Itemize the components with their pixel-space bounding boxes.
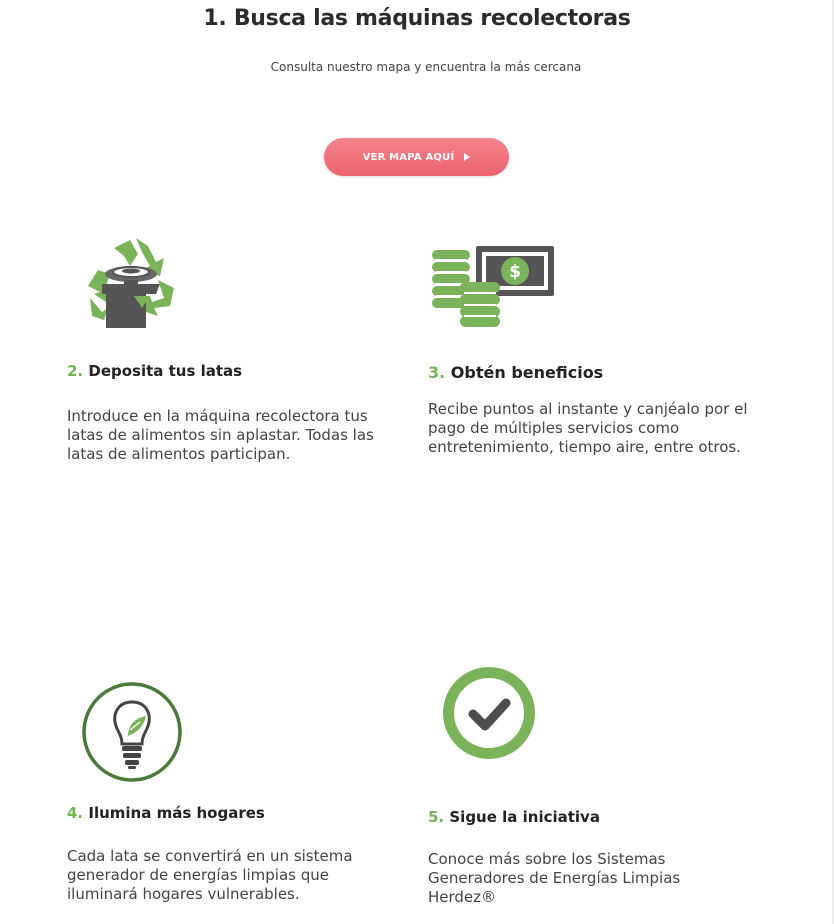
- herdez-energy-systems-link[interactable]: Conoce más sobre los Sistemas Generadores de Energías Limpias Herdez®: [428, 850, 681, 906]
- step-title: Sigue la iniciativa: [449, 808, 600, 826]
- play-arrow-icon: [464, 153, 470, 161]
- step-number: 5.: [428, 808, 445, 826]
- page-title: 1. Busca las máquinas recolectoras: [203, 6, 631, 31]
- step-benefits-heading: [428, 363, 603, 382]
- step-deposit-heading: [67, 362, 242, 380]
- step-follow-heading: [428, 808, 600, 826]
- step-title: Obtén beneficios: [450, 363, 604, 382]
- recycle-machine-icon: [84, 236, 180, 332]
- step-number: 4.: [67, 804, 84, 822]
- step-number: 3.: [428, 363, 446, 382]
- step-deposit-description: Introduce en la máquina recolectora tus latas de alimentos sin aplastar. Todas las latas de alimentos participan.: [67, 407, 374, 463]
- step-illuminate-heading: [67, 804, 265, 822]
- step-title: Deposita tus latas: [88, 362, 243, 380]
- step-illuminate-description: Cada lata se convertirá en un sistema generador de energías limpias que iluminará hogares vulnerables.: [67, 847, 353, 903]
- checkmark-circle-icon: [442, 666, 536, 760]
- view-map-button-label: VER MAPA AQUÍ: [362, 151, 455, 163]
- view-map-button[interactable]: [324, 138, 509, 176]
- page-subtitle: Consulta nuestro mapa y encuentra la más cercana: [270, 60, 582, 74]
- step-title: Ilumina más hogares: [88, 804, 265, 822]
- money-coins-icon: [430, 244, 556, 328]
- svg-text:$: $: [509, 262, 521, 282]
- step-follow-description[interactable]: [428, 850, 728, 907]
- lightbulb-leaf-icon: [80, 680, 184, 784]
- step-benefits-description: Recibe puntos al instante y canjéalo por el pago de múltiples servicios como entretenimiento, tiempo aire, entre otros.: [428, 400, 748, 456]
- step-number: 2.: [67, 362, 84, 380]
